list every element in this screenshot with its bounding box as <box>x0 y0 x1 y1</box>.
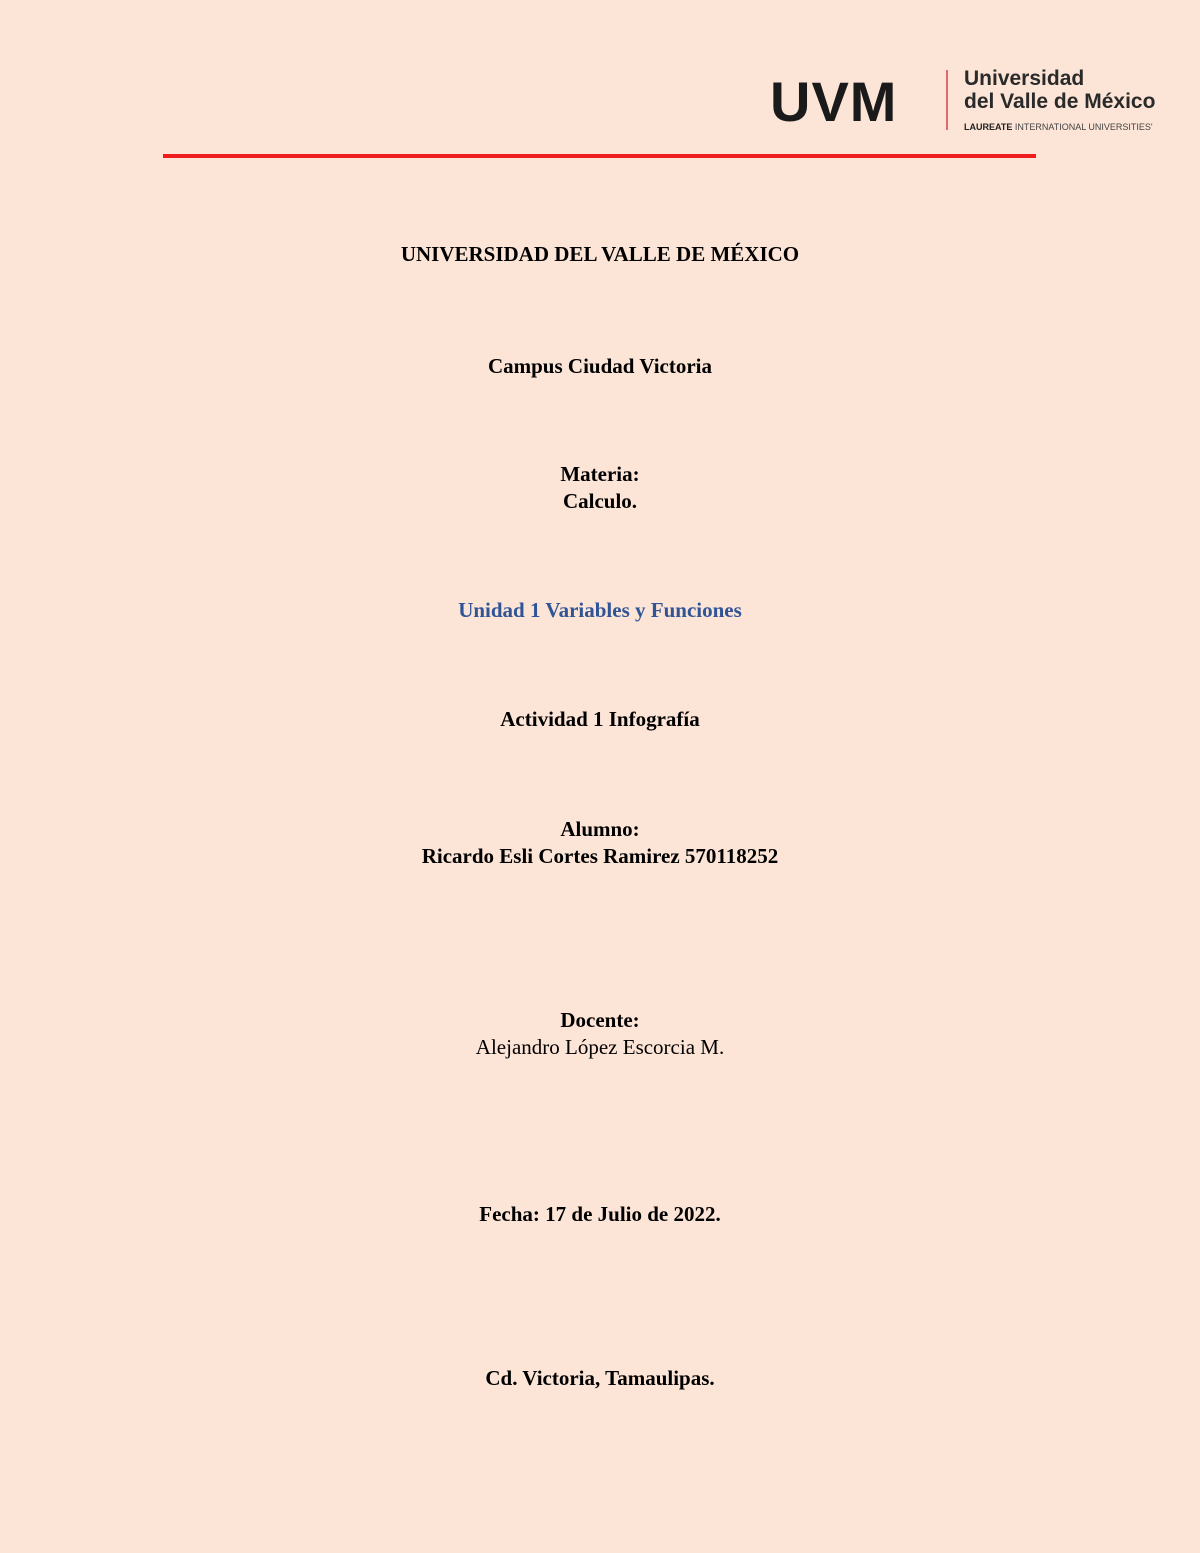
teacher-label: Docente: <box>560 1008 640 1032</box>
uvm-logo <box>770 66 1170 136</box>
logo-name-line2: del Valle de México <box>964 90 1156 113</box>
unit-title: Unidad 1 Variables y Funciones <box>458 598 742 622</box>
subject-label: Materia: <box>560 462 640 486</box>
logo-name <box>964 67 1155 113</box>
logo-name-line1: Universidad <box>964 67 1085 90</box>
university-title: UNIVERSIDAD DEL VALLE DE MÉXICO <box>400 242 800 266</box>
logo-divider <box>946 70 948 130</box>
subject-value: Calculo. <box>562 489 638 513</box>
activity-title: Actividad 1 Infografía <box>500 707 700 731</box>
student-value: Ricardo Esli Cortes Ramirez 570118252 <box>421 844 779 868</box>
logo-tagline <box>964 122 1153 132</box>
student-label: Alumno: <box>560 817 640 841</box>
campus-name: Campus Ciudad Victoria <box>487 354 713 378</box>
date-line: Fecha: 17 de Julio de 2022. <box>479 1202 721 1226</box>
logo-tagline-rest: INTERNATIONAL UNIVERSITIES' <box>1014 122 1153 132</box>
logo-mark: UVM <box>770 70 898 133</box>
header-red-rule <box>163 154 1036 158</box>
place-line: Cd. Victoria, Tamaulipas. <box>485 1366 715 1390</box>
logo-tagline-bold: LAUREATE <box>964 122 1013 132</box>
teacher-value: Alejandro López Escorcia M. <box>475 1035 725 1059</box>
